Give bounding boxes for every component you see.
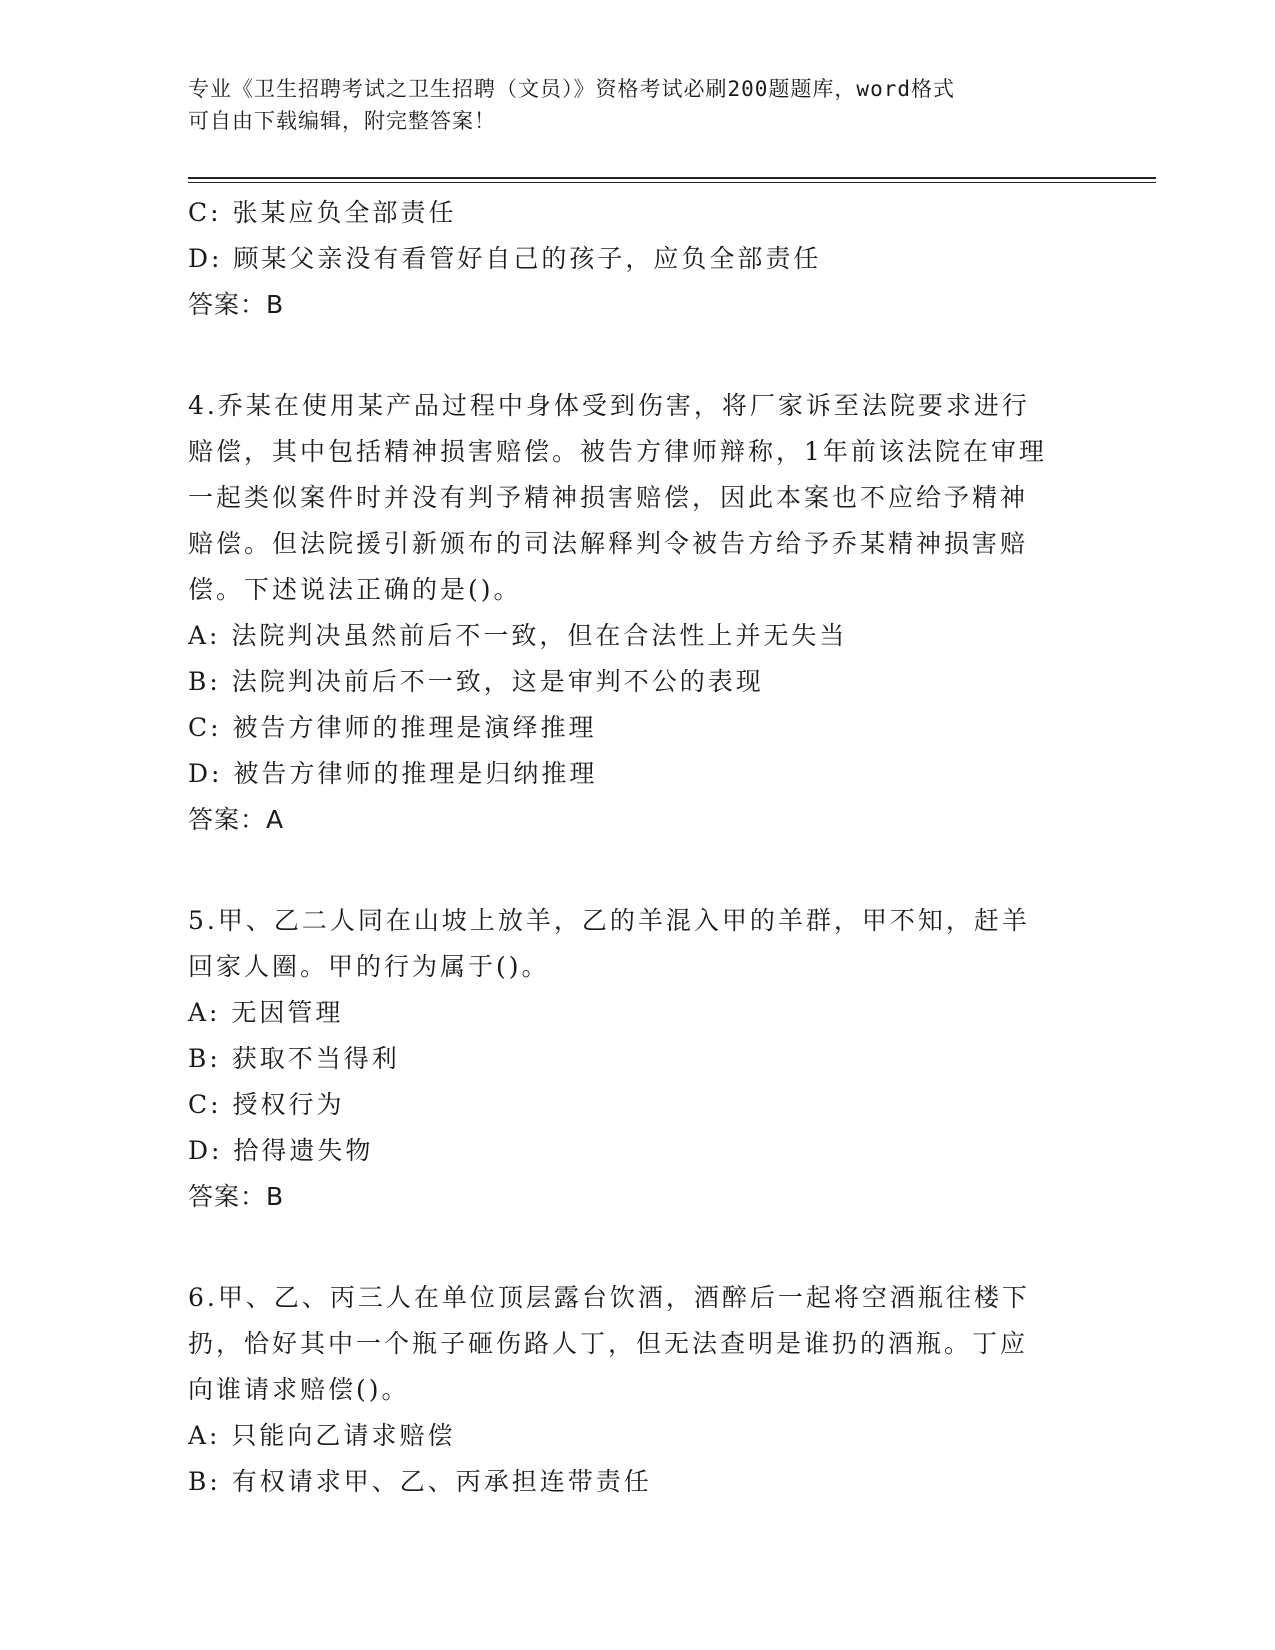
- question-stem-line: 向谁请求赔偿()。: [188, 1375, 410, 1404]
- header-divider-thick: [188, 177, 1156, 179]
- question-stem-line: 6.甲、乙、丙三人在单位顶层露台饮酒，酒醉后一起将空酒瓶往楼下: [188, 1283, 1030, 1312]
- question-stem-line: 回家人圈。甲的行为属于()。: [188, 952, 550, 981]
- option-b: B: 有权请求甲、乙、丙承担连带责任: [188, 1467, 652, 1496]
- option-c: C: 张某应负全部责任: [188, 198, 457, 227]
- option-a: A: 只能向乙请求赔偿: [188, 1421, 456, 1450]
- answer-label: 答案：B: [188, 290, 285, 319]
- question-list: [188, 190, 1088, 1505]
- question-stem-line: 5.甲、乙二人同在山坡上放羊，乙的羊混入甲的羊群，甲不知，赶羊: [188, 906, 1030, 935]
- question-5: [188, 898, 1088, 1220]
- question-4: [188, 383, 1088, 843]
- question-6: [188, 1275, 1088, 1505]
- spacer: [188, 1220, 1088, 1275]
- option-d: D: 拾得遗失物: [188, 1136, 374, 1165]
- question-stem-line: 赔偿，其中包括精神损害赔偿。被告方律师辩称，1年前该法院在审理: [188, 437, 1047, 466]
- answer-label: 答案：A: [188, 805, 285, 834]
- spacer: [188, 843, 1088, 898]
- option-b: B: 获取不当得利: [188, 1044, 400, 1073]
- spacer: [188, 328, 1088, 383]
- document-header: [188, 73, 1088, 137]
- question-stem-line: 4.乔某在使用某产品过程中身体受到伤害，将厂家诉至法院要求进行: [188, 391, 1030, 420]
- question-stem-line: 赔偿。但法院援引新颁布的司法解释判令被告方给予乔某精神损害赔: [188, 529, 1029, 558]
- option-d: D: 顾某父亲没有看管好自己的孩子，应负全部责任: [188, 244, 822, 273]
- header-divider-thin: [188, 182, 1156, 183]
- option-a: A: 无因管理: [188, 998, 344, 1027]
- header-title-line-1: 专业《卫生招聘考试之卫生招聘（文员）》资格考试必刷200题题库，word格式: [188, 77, 955, 101]
- question-stem-line: 一起类似案件时并没有判予精神损害赔偿，因此本案也不应给予精神: [188, 483, 1029, 512]
- option-a: A: 法院判决虽然前后不一致，但在合法性上并无失当: [188, 621, 848, 650]
- option-c: C: 被告方律师的推理是演绎推理: [188, 713, 597, 742]
- option-d: D: 被告方律师的推理是归纳推理: [188, 759, 598, 788]
- question-stem-line: 扔，恰好其中一个瓶子砸伤路人丁，但无法查明是谁扔的酒瓶。丁应: [188, 1329, 1029, 1358]
- option-b: B: 法院判决前后不一致，这是审判不公的表现: [188, 667, 764, 696]
- option-c: C: 授权行为: [188, 1090, 345, 1119]
- question-stem-line: 偿。下述说法正确的是()。: [188, 575, 522, 604]
- header-title-line-2: 可自由下载编辑，附完整答案！: [188, 109, 496, 133]
- answer-label: 答案：B: [188, 1182, 285, 1211]
- question-3-tail: [188, 190, 1088, 328]
